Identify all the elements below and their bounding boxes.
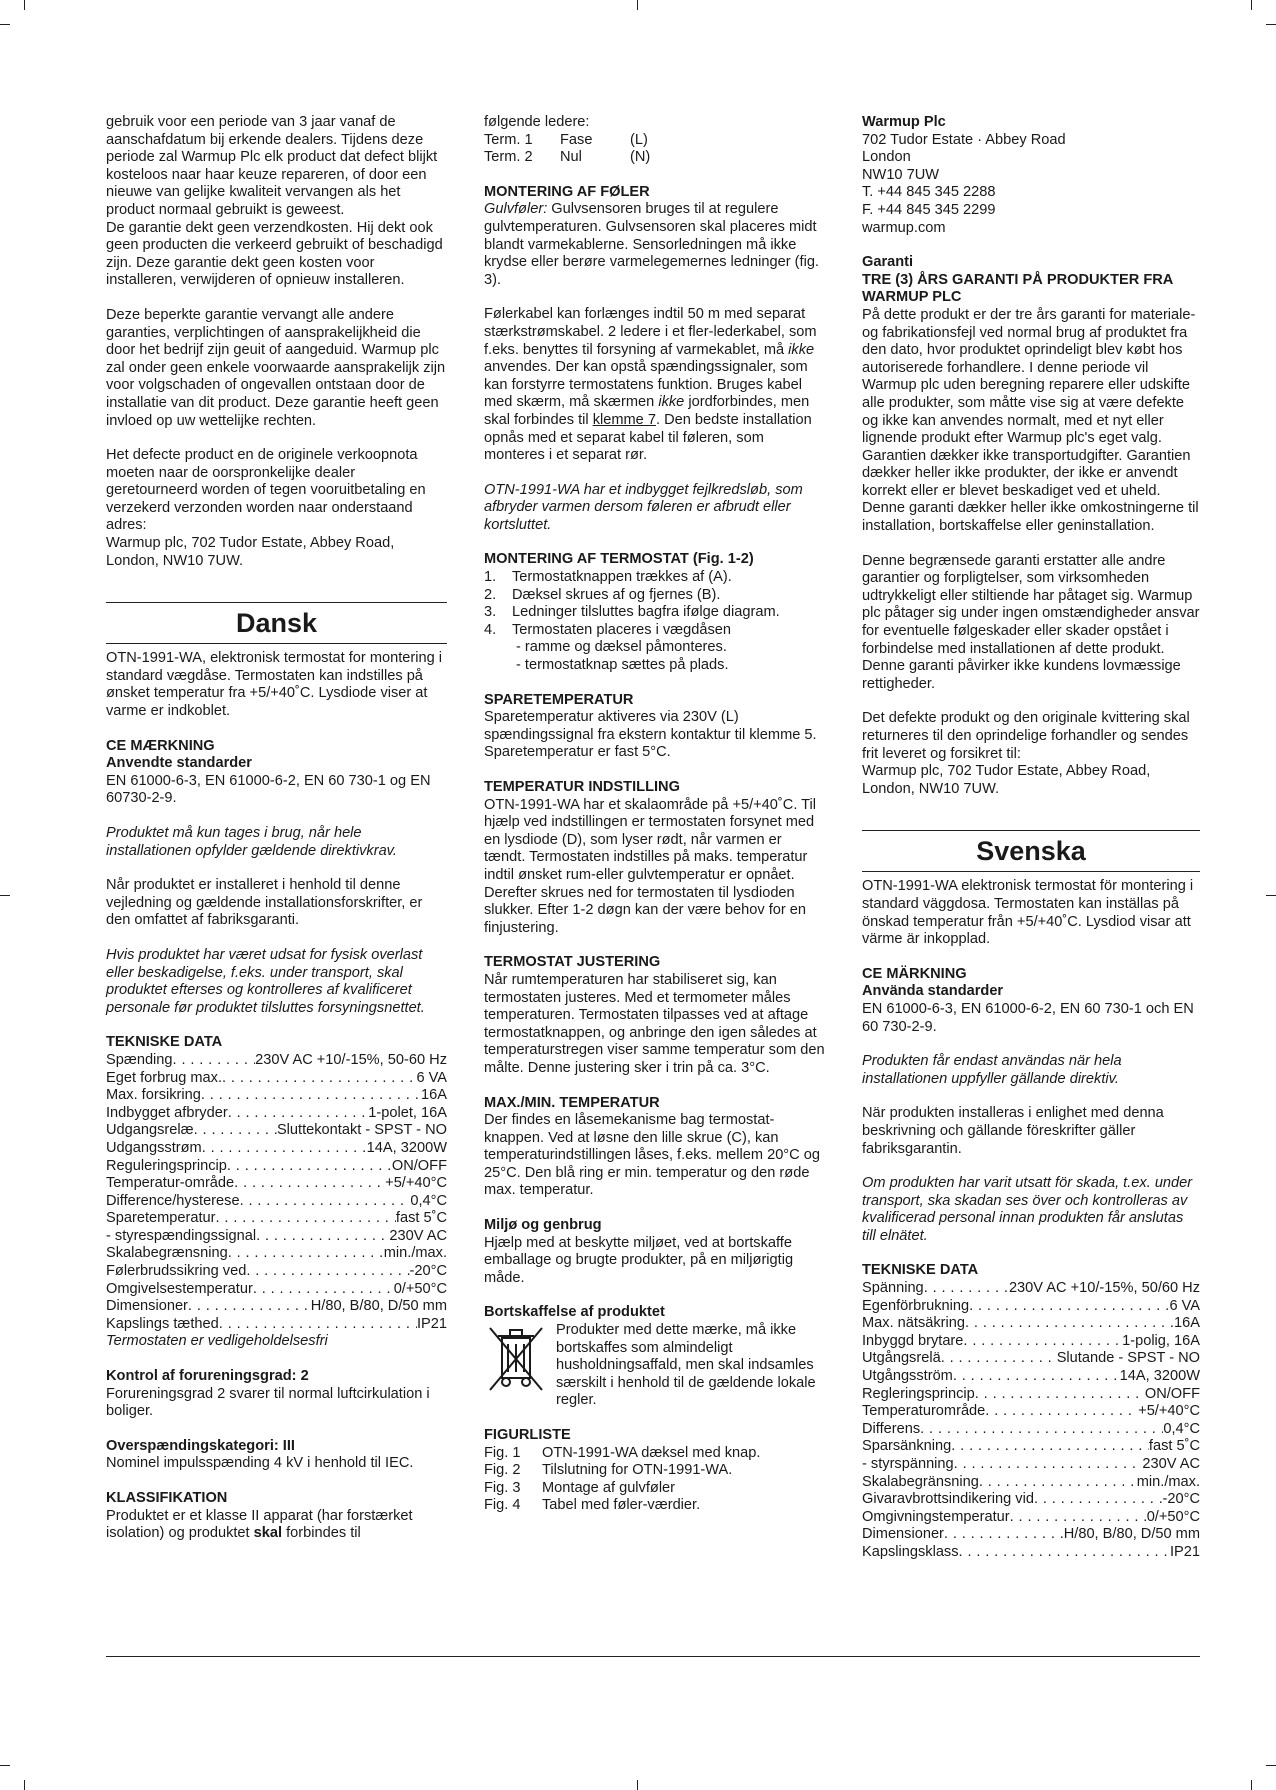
mount-step: 1. Termostatknappen trækkes af (A). [484, 569, 732, 586]
tech-data-key: Eget forbrug max. [106, 1069, 222, 1086]
environment-heading: Miljø og genbrug [484, 1217, 602, 1234]
nl-address: Warmup plc, 702 Tudor Estate, Abbey Road, London, NW10 7UW. [106, 535, 395, 569]
adjust-heading: TERMOSTAT JUSTERING [484, 954, 661, 971]
tech-data-row [106, 1193, 447, 1211]
nl-guarantee-paragraph: Het defecte product en de originele verkoopnota moeten naar de oorspronkelijke dealer geretourneerd worden of tegen vooruitbetaling en verzekerd verzonden worden naar onderstaand adres: [106, 447, 426, 534]
dot-leader [959, 1544, 1170, 1562]
dansk-intro: OTN-1991-WA, elektronisk termostat for montering i standard vægdåse. Termostaten kan indstilles på ønsket temperatur fra +5/+40˚C. Lysdiode viser at varme er indkoblet. [106, 650, 443, 720]
tech-data-value: 230V AC +10/-15%, 50/60 Hz [1008, 1280, 1200, 1297]
company-website: warmup.com [862, 219, 946, 236]
tech-data-value: ON/OFF [1144, 1385, 1200, 1402]
crop-mark [637, 0, 638, 10]
dot-leader [985, 1403, 1138, 1421]
pollution-text: Forureningsgrad 2 svarer til normal luftcirkulation i boliger. [106, 1385, 430, 1420]
dot-leader [188, 1298, 311, 1316]
tech-data-value: -20°C [1162, 1491, 1200, 1508]
tech-data-row [106, 1105, 447, 1123]
tech-data-key: Max. nätsäkring [862, 1315, 966, 1332]
company-fax: F. +44 845 345 2299 [862, 201, 996, 218]
dot-leader [222, 1070, 416, 1088]
ce-heading: CE MÆRKNING [106, 737, 215, 754]
tech-data-row [106, 1087, 447, 1105]
tech-data-row [106, 1052, 447, 1070]
tech-data-key: Difference/hysterese [106, 1192, 240, 1209]
tech-data-value: IP21 [416, 1315, 447, 1332]
tech-data-key: Kapslings tæthed [106, 1315, 219, 1332]
tech-data-row [106, 1245, 447, 1263]
tech-data-row [106, 1175, 447, 1193]
dot-leader [246, 1263, 409, 1281]
company-address-line: NW10 7UW [862, 166, 940, 183]
figure-list-item: Fig. 2 Tilslutning for OTN-1991-WA. [484, 1462, 733, 1479]
tech-data-key: Omgivelsestemperatur [106, 1280, 253, 1297]
dot-leader [979, 1474, 1137, 1492]
tech-data-key: Spänning [862, 1280, 924, 1297]
tech-data-key: Dimensioner [862, 1526, 944, 1543]
company-address-line: 702 Tudor Estate · Abbey Road [862, 131, 1066, 148]
tech-data-row [106, 1263, 447, 1281]
tech-data-value: 6 VA [416, 1069, 447, 1086]
spare-text: Sparetemperatur aktiveres via 230V (L) spændingssignal fra ekstern kontaktur til klemme 5. Sparetemperatur er fast 5°C. [484, 709, 817, 761]
tech-data-key: Sparetemperatur [106, 1210, 216, 1227]
disposal-heading: Bortskaffelse af produktet [484, 1304, 665, 1321]
tech-data-key: - styrespændingssignal [106, 1227, 257, 1244]
ce-subheading: Anvendte standarder [106, 755, 252, 772]
tech-data-row [862, 1509, 1200, 1527]
tempset-text: OTN-1991-WA har et skalaområde på +5/+40˚C. Til hjælp ved indstillingen er termostaten forsynet med en lysdiode (D), som lyser rødt, når varmen er tændt. Termostaten indstilles på maks. temperatur indtil ønsket rum-eller gulvtemperatur er opnået. Derefter skrues ned for termostaten til lysdioden slukker. Efter 1-2 døgn kan der være behov for en finjustering. [484, 796, 817, 936]
column-2 [484, 114, 826, 1515]
tech-data-row [862, 1350, 1200, 1368]
tech-data-key: Givaravbrottsindikering vid [862, 1491, 1034, 1508]
term-row: Term. 2 Nul (N) [484, 149, 651, 166]
crop-mark [1266, 895, 1276, 896]
tech-data-value: min./max. [383, 1245, 447, 1262]
tech-data-key: Kapslingsklass [862, 1543, 959, 1560]
tech-data-row [106, 1210, 447, 1228]
adjust-text: Når rumtemperaturen har stabiliseret sig, kan termostaten justeres. Med et termometer måles temperaturen. Termostaten tilpasses ved at aftage termostatknappen, og anbringe den igen således at temperaturstregen viser samme temperatur som den målte. Denne justering sker i trin på ca. 3°C. [484, 971, 825, 1076]
tech-data-row [862, 1298, 1200, 1316]
crop-mark [637, 1780, 638, 1790]
limited-guarantee-text: Denne begrænsede garanti erstatter alle andre garantier og forpligtelser, som virksomheden udtrykkeligt eller stiltiende har påtaget sig. Warmup plc påtager sig under ingen omstændigheder ansvar for eventuelle følgeskader eller skader opstået i forbindelse med installationen af dette produkt. Denne garanti påvirker ikke kundens lovmæssige rettigheder. [862, 552, 1200, 692]
tech-data-value: min./max. [1136, 1473, 1200, 1490]
tech-data-value: 230V AC [1142, 1456, 1200, 1472]
tech-data-list [106, 1052, 447, 1334]
spare-heading: SPARETEMPERATUR [484, 691, 634, 708]
dot-leader [216, 1210, 396, 1228]
tech-data-row [106, 1281, 447, 1299]
tech-data-key: Følerbrudssikring ved [106, 1263, 247, 1280]
tech-data-key: Udgangsrelæ [106, 1122, 194, 1139]
return-address: Warmup plc, 702 Tudor Estate, Abbey Road, London, NW10 7UW. [862, 763, 1151, 797]
dot-leader [1034, 1491, 1163, 1509]
tech-data-value: IP21 [1169, 1543, 1200, 1560]
tech-data-row [106, 1298, 447, 1316]
tech-data-row [862, 1368, 1200, 1386]
tech-data-key: Indbygget afbryder [106, 1104, 228, 1121]
tech-data-value: -20°C [409, 1263, 447, 1280]
tech-data-row [862, 1386, 1200, 1404]
mount-step: 2. Dæksel skrues af og fjernes (B). [484, 586, 721, 603]
tech-data-key: Skalabegränsning [862, 1473, 979, 1490]
tech-data-key: Skalabegrænsning [106, 1245, 228, 1262]
ce-subheading: Använda standarder [862, 983, 1004, 1000]
crop-mark [1251, 1780, 1252, 1790]
crop-mark [1266, 24, 1276, 25]
column-1 [106, 114, 447, 1543]
tech-data-key: Utgångsrelä [862, 1350, 941, 1367]
dot-leader [219, 1316, 417, 1334]
tech-data-row [106, 1070, 447, 1088]
dot-leader [969, 1298, 1169, 1316]
tech-data-row [862, 1491, 1200, 1509]
sensor-text: Gulvføler: Gulvsensoren bruges til at regulere gulvtemperaturen. Gulvsensoren skal placeres midt blandt varmekablerne. Sensorledningen må ikke krydse eller berøre varmelegemernes ledninger (fig. 3). [484, 201, 819, 288]
tech-data-row [862, 1280, 1200, 1298]
section-title-dansk: Dansk [106, 602, 447, 644]
crop-mark [0, 895, 10, 896]
crop-mark [0, 24, 10, 25]
cable-text: Følerkabel kan forlænges indtil 50 m med separat stærkstrømskabel. 2 ledere i et fler-lederkabel, som f.eks. benyttes til forsyning af varmekablet, må ikke anvendes. Der kan opstå spændingssignaler, som kan forstyrre termostatens funktion. Bruges kabel med skærm, må skærmen ikke jordforbindes, men skal forbindes til klemme 7. Den bedste installation opnås med et separat kabel til føleren, som monteres i et separat rør. [484, 306, 817, 464]
dot-leader [953, 1368, 1120, 1386]
tech-data-key: Inbyggd brytare [862, 1332, 964, 1349]
dot-leader [944, 1526, 1064, 1544]
crossed-bin-icon [484, 1322, 556, 1396]
note-installation: Produktet må kun tages i brug, når hele installationen opfylder gældende direktivkrav. [106, 825, 397, 859]
tech-data-value: 16A [1174, 1315, 1200, 1332]
nl-guarantee-paragraph: Deze beperkte garantie vervangt alle andere garanties, verplichtingen of aansprakelijkheid die door het bedrijf zijn geuit of aangeduid. Warmup plc zal onder geen enkele voorwaarde aansprakelijk zijn voor volgschaden of ongevallen ontstaan door de installatie van dit product. Deze garantie heeft geen invloed op uw wettelijke rechten. [106, 306, 446, 429]
tech-data-value: 14A, 3200W [366, 1139, 447, 1156]
mount-substep: - ramme og dæksel påmonteres. [516, 639, 727, 656]
disposal-text: Produkter med dette mærke, må ikke bortskaffes som almindeligt husholdningsaffald, men skal indsamles særskilt i henhold til de gældende lokale regler. [556, 1322, 816, 1409]
minmax-text: Der findes en låsemekanisme bag termostat-knappen. Ved at løsne den lille skrue (C), kan temperaturindstillingen låses, f.eks. mellem 20°C og 25°C. Den blå ring er min. temperatur og den røde max. temperatur. [484, 1112, 820, 1199]
dot-leader [975, 1386, 1145, 1404]
dot-leader [173, 1052, 256, 1070]
pollution-heading: Kontrol af forureningsgrad: 2 [106, 1368, 309, 1385]
mount-step: 3. Ledninger tilsluttes bagfra ifølge diagram. [484, 604, 780, 621]
tech-data-value: H/80, B/80, D/50 mm [1063, 1526, 1200, 1543]
mount-step: 4. Termostaten placeres i vægdåsen [484, 621, 732, 638]
dot-leader [920, 1421, 1163, 1439]
dot-leader [201, 1087, 421, 1105]
tech-data-key: Utgångsström [862, 1368, 953, 1385]
dot-leader [941, 1350, 1057, 1368]
dot-leader [234, 1175, 385, 1193]
tech-data-value: fast 5˚C [1148, 1438, 1200, 1455]
tech-data-value: Slutande - SPST - NO [1056, 1350, 1200, 1367]
tech-data-value: 1-polig, 16A [1122, 1332, 1200, 1349]
tech-data-row [862, 1438, 1200, 1456]
note-warranty: När produkten installeras i enlighet med denna beskrivning och gällande föreskrifter gäller fabriksgarantin. [862, 1105, 1164, 1157]
term-row: Term. 1 Fase (L) [484, 131, 648, 148]
dot-leader [965, 1315, 1174, 1333]
tech-data-row [106, 1122, 447, 1140]
nl-guarantee-paragraph: De garantie dekt geen verzendkosten. Hij dekt ook geen producten die verkeerd gebruikt of beschadigd zijn. Deze garantie dekt geen kosten voor installeren, verwijderen of opnieuw installeren. [106, 219, 443, 289]
footer-rule [106, 1656, 1200, 1657]
tech-data-key: Regleringsprincip [862, 1385, 975, 1402]
overvoltage-heading: Overspændingskategori: III [106, 1437, 295, 1454]
tech-data-key: Omgivningstemperatur [862, 1508, 1010, 1525]
terms-lead: følgende ledere: [484, 114, 590, 130]
tech-data-row [106, 1316, 447, 1334]
tech-data-value: H/80, B/80, D/50 mm [310, 1298, 447, 1315]
tech-data-value: 6 VA [1169, 1297, 1200, 1314]
tech-data-key: Egenförbrukning [862, 1297, 970, 1314]
tech-data-value: 230V AC +10/-15%, 50-60 Hz [255, 1051, 447, 1068]
environment-text: Hjælp med at beskytte miljøet, ved at bortskaffe emballage og brugte produkter, på en miljørigtig måde. [484, 1234, 794, 1286]
tech-data-value: Sluttekontakt - SPST - NO [276, 1122, 447, 1139]
dot-leader [228, 1245, 384, 1263]
tempset-heading: TEMPERATUR INDSTILLING [484, 779, 680, 795]
tech-data-value: 0/+50°C [1146, 1508, 1200, 1525]
crop-mark [1251, 0, 1252, 10]
tech-data-key: Temperaturområde [862, 1403, 986, 1420]
tech-data-row [106, 1228, 447, 1246]
tech-data-key: Temperatur-område [106, 1175, 235, 1192]
tech-data-note: Termostaten er vedligeholdelsesfri [106, 1333, 328, 1350]
guarantee-text: På dette produkt er der tre års garanti for materiale- og fabrikationsfejl ved normal brug af produktet fra den dato, hvor produktet oprindeligt blev købt hos autoriserede forhandlere. I denne periode vil Warmup plc uden beregning reparere eller udskifte alle produkter, som måtte vise sig at være defekte og ikke kan anvendes normalt, med et nyt eller lignende produkt efter Warmup plc's eget valg. Garantien dækker ikke transportudgifter. Garantien dækker heller ikke produkter, der ikke er anvendt korrekt eller er blevet beskadiget ved et uheld. Denne garanti dækker heller ikke omkostningerne til installation, bortskaffelse eller geninstallation. [862, 306, 1199, 535]
tech-data-value: 16A [421, 1087, 447, 1104]
guarantee-heading: Garanti [862, 254, 914, 271]
note-damage: Hvis produktet har været udsat for fysisk overlast eller beskadigelse, f.eks. under transport, skal produktet efterses og kontrolleres af kvalificeret personale før produktet tilsluttes forsyningsnettet. [106, 946, 425, 1016]
figure-list-item: Fig. 3 Montage af gulvføler [484, 1479, 676, 1496]
tech-data-row [106, 1158, 447, 1176]
tech-data-value: 0/+50°C [393, 1280, 447, 1297]
section-title-svenska: Svenska [862, 830, 1200, 872]
dot-leader [227, 1158, 392, 1176]
tech-data-value: +5/+40°C [1138, 1403, 1200, 1420]
note-warranty: Når produktet er installeret i henhold til denne vejledning og gældende installationsforskrifter, er den omfattet af fabriksgaranti. [106, 877, 423, 929]
ce-heading: CE MÄRKNING [862, 965, 967, 982]
tech-data-list [862, 1280, 1200, 1562]
dot-leader [924, 1280, 1009, 1298]
tech-data-row [106, 1140, 447, 1158]
nl-guarantee-paragraph: gebruik voor een periode van 3 jaar vanaf de aanschafdatum bij erkende dealers. Tijdens deze periode zal Warmup Plc elk product dat defect blijkt kosteloos naar haar keuze repareren, of door een nieuwe van gelijke kwaliteit vervangen als het product normaal gebruikt is geweest. [106, 114, 438, 218]
tech-data-value: fast 5˚C [395, 1210, 447, 1227]
tech-data-value: +5/+40°C [385, 1175, 447, 1192]
dot-leader [1010, 1509, 1147, 1527]
classification-text: Produktet er et klasse II apparat (har forstærket isolation) og produktet skal forbindes til [106, 1507, 413, 1542]
mount-heading: MONTERING AF TERMOSTAT (Fig. 1-2) [484, 551, 754, 568]
note-damage: Om produkten har varit utsatt för skada, t.ex. under transport, ska skadan ses över och kontrolleras av kvalificerad personal innan produkten får anslutas till elnätet. [862, 1175, 1193, 1244]
dot-leader [194, 1122, 277, 1140]
tech-data-row [862, 1526, 1200, 1544]
tech-data-row [862, 1333, 1200, 1351]
figure-list-heading: FIGURLISTE [484, 1427, 571, 1443]
tech-data-key: Spænding [106, 1051, 173, 1068]
crop-mark [24, 1780, 25, 1790]
crop-mark [1266, 1765, 1276, 1766]
sensor-heading: MONTERING AF FØLER [484, 183, 650, 200]
company-phone: T. +44 845 345 2288 [862, 184, 996, 201]
overvoltage-text: Nominel impulsspænding 4 kV i henhold til IEC. [106, 1455, 414, 1472]
ce-standards: EN 61000-6-3, EN 61000-6-2, EN 60 730-1 och EN 60 730-2-9. [862, 1000, 1194, 1035]
tech-data-row [862, 1544, 1200, 1562]
tech-data-key: - styrspänning [862, 1456, 954, 1472]
tech-data-row [862, 1403, 1200, 1421]
tech-data-value: 0,4°C [410, 1192, 447, 1209]
svenska-intro: OTN-1991-WA elektronisk termostat för montering i standard väggdosa. Termostaten kan inställas på önskad temperatur från +5/+40˚C. Lysdiod visar att värme är inkopplad. [862, 878, 1194, 948]
ce-standards: EN 61000-6-3, EN 61000-6-2, EN 60 730-1 og EN 60730-2-9. [106, 772, 431, 807]
company-name: Warmup Plc [862, 114, 946, 130]
dot-leader [963, 1333, 1122, 1351]
dot-leader [954, 1456, 1143, 1474]
note-installation: Produkten får endast användas när hela installationen uppfyller gällande direktiv. [862, 1053, 1122, 1087]
tech-data-value: 14A, 3200W [1119, 1368, 1200, 1385]
crop-mark [0, 1765, 10, 1766]
tech-data-row [862, 1474, 1200, 1492]
tech-data-heading: TEKNISKE DATA [106, 1034, 223, 1051]
tech-data-value: ON/OFF [391, 1157, 447, 1174]
tech-data-row [862, 1421, 1200, 1439]
return-text: Det defekte produkt og den originale kvittering skal returneres til den oprindelige forhandler og sendes frit leveret og forsikret til: [862, 710, 1190, 762]
dot-leader [228, 1105, 369, 1123]
dot-leader [951, 1438, 1149, 1456]
tech-data-key: Max. forsikring [106, 1087, 201, 1104]
tech-data-row [862, 1315, 1200, 1333]
mount-substep: - termostatknap sættes på plads. [516, 657, 729, 674]
crop-mark [24, 0, 25, 10]
dot-leader [240, 1193, 411, 1211]
tech-data-key: Sparsänkning [862, 1438, 952, 1455]
dot-leader [202, 1140, 367, 1158]
tech-data-key: Differens [862, 1420, 921, 1437]
tech-data-value: 1-polet, 16A [368, 1104, 447, 1121]
figure-list-item: Fig. 4 Tabel med føler-værdier. [484, 1497, 701, 1514]
minmax-heading: MAX./MIN. TEMPERATUR [484, 1094, 660, 1111]
fault-note: OTN-1991-WA har et indbygget fejlkredsløb, som afbryder varmen dersom føleren er afbrudt eller kortsluttet. [484, 481, 803, 533]
column-3 [862, 114, 1200, 1562]
classification-heading: KLASSIFIKATION [106, 1490, 228, 1506]
tech-data-heading: TEKNISKE DATA [862, 1262, 979, 1279]
dot-leader [256, 1228, 389, 1246]
figure-list-item: Fig. 1 OTN-1991-WA dæksel med knap. [484, 1444, 761, 1461]
company-address-line: London [862, 149, 911, 166]
dot-leader [253, 1281, 394, 1299]
tech-data-key: Udgangsstrøm [106, 1139, 202, 1156]
tech-data-row [862, 1456, 1200, 1474]
tech-data-key: Reguleringsprincip [106, 1157, 227, 1174]
guarantee-subheading: TRE (3) ÅRS GARANTI PÅ PRODUKTER FRA WARMUP PLC [862, 271, 1173, 306]
tech-data-key: Dimensioner [106, 1298, 188, 1315]
tech-data-value: 0,4°C [1163, 1420, 1200, 1437]
disposal-block [484, 1322, 826, 1410]
tech-data-value: 230V AC [389, 1227, 447, 1244]
